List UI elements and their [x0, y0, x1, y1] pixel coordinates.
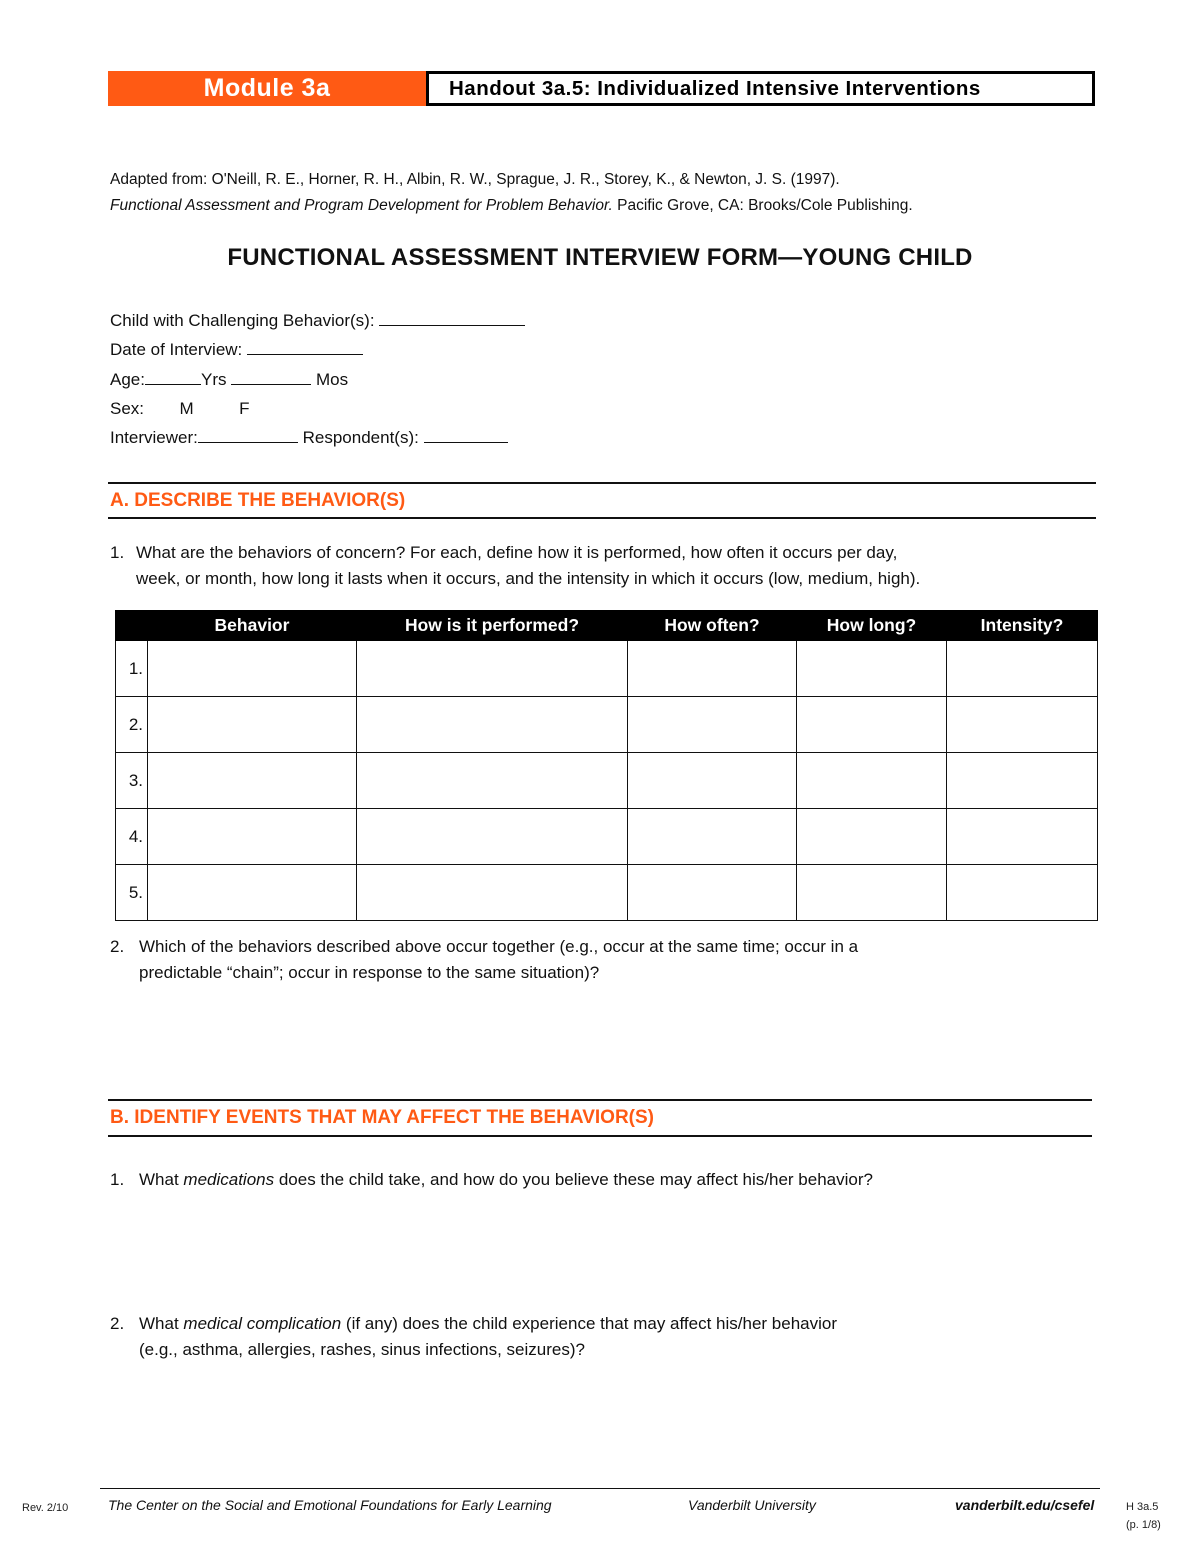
page-reference — [1126, 1498, 1161, 1534]
long-cell[interactable] — [797, 865, 947, 921]
section-a-q1-line-1: What are the behaviors of concern? For each, define how it is performed, how often it occurs per day, — [136, 543, 898, 562]
section-a-header — [108, 482, 1096, 519]
interviewer-label: Interviewer: — [110, 428, 198, 447]
section-a-q1 — [136, 540, 920, 592]
header-intensity: Intensity? — [947, 611, 1098, 641]
long-cell[interactable] — [797, 641, 947, 697]
footer-university: Vanderbilt University — [688, 1497, 816, 1513]
section-b-title: B. IDENTIFY EVENTS THAT MAY AFFECT THE BEHAVIOR(S) — [110, 1107, 654, 1128]
section-a-q2-number: 2. — [110, 937, 125, 956]
performed-cell[interactable] — [357, 641, 628, 697]
often-cell[interactable] — [628, 809, 797, 865]
section-a-q2 — [139, 934, 858, 986]
revision-label: Rev. 2/10 — [22, 1502, 69, 1514]
sex-field-row — [110, 394, 250, 423]
table-row — [116, 697, 1098, 753]
section-b-q2-number: 2. — [110, 1314, 125, 1333]
date-field-row — [110, 335, 363, 364]
form-title: FUNCTIONAL ASSESSMENT INTERVIEW FORM—YOUNG CHILD — [227, 244, 973, 271]
section-b-q1-pre: What — [139, 1170, 184, 1189]
sex-label: Sex: — [110, 399, 145, 418]
behavior-table-header — [116, 611, 1098, 641]
often-cell[interactable] — [628, 865, 797, 921]
behavior-cell[interactable] — [148, 809, 357, 865]
intensity-cell[interactable] — [947, 809, 1098, 865]
header-how-long: How long? — [797, 611, 947, 641]
citation-book-title: Functional Assessment and Program Development for Problem Behavior. — [110, 197, 613, 214]
section-a-q2-line-2: predictable “chain”; occur in response to the same situation)? — [139, 963, 600, 982]
age-months-input[interactable] — [231, 368, 311, 385]
performed-cell[interactable] — [357, 753, 628, 809]
intensity-cell[interactable] — [947, 641, 1098, 697]
long-cell[interactable] — [797, 809, 947, 865]
row-number: 2. — [116, 697, 148, 753]
long-cell[interactable] — [797, 753, 947, 809]
row-number: 3. — [116, 753, 148, 809]
header-how-often: How often? — [628, 611, 797, 641]
age-years-input[interactable] — [145, 368, 201, 385]
respondents-input[interactable] — [424, 426, 508, 443]
header-number — [116, 611, 148, 641]
table-row — [116, 753, 1098, 809]
footer-divider — [100, 1488, 1100, 1489]
handout-title: Handout 3a.5: Individualized Intensive Interventions — [426, 71, 1095, 106]
section-b-q1-emphasis: medications — [183, 1170, 275, 1189]
citation-publisher: Pacific Grove, CA: Brooks/Cole Publishing. — [612, 197, 913, 214]
years-label: Yrs — [200, 370, 227, 389]
intensity-cell[interactable] — [947, 697, 1098, 753]
section-b-q2 — [139, 1311, 837, 1363]
page-number: (p. 1/8) — [1126, 1519, 1161, 1531]
section-b-q1-number: 1. — [110, 1170, 125, 1189]
row-number: 5. — [116, 865, 148, 921]
section-b-q2-post: (if any) does the child experience that may affect his/her behavior — [341, 1314, 837, 1333]
behavior-cell[interactable] — [148, 697, 357, 753]
footer-url[interactable]: vanderbilt.edu/csefel — [955, 1497, 1095, 1513]
row-number: 1. — [116, 641, 148, 697]
child-label: Child with Challenging Behavior(s): — [110, 311, 375, 330]
section-a-q1-line-2: week, or month, how long it lasts when it occurs, and the intensity in which it occurs (low, medium, high). — [136, 569, 921, 588]
often-cell[interactable] — [628, 641, 797, 697]
section-b-q2-emphasis: medical complication — [183, 1314, 342, 1333]
section-a-title: A. DESCRIBE THE BEHAVIOR(S) — [110, 490, 406, 511]
respondents-label: Respondent(s): — [302, 428, 419, 447]
section-b-q1-post: does the child take, and how do you believe these may affect his/her behavior? — [274, 1170, 873, 1189]
section-b-q2-line-2: (e.g., asthma, allergies, rashes, sinus infections, seizures)? — [139, 1340, 585, 1359]
citation — [110, 167, 913, 219]
long-cell[interactable] — [797, 697, 947, 753]
behavior-cell[interactable] — [148, 865, 357, 921]
table-row — [116, 865, 1098, 921]
child-input[interactable] — [379, 309, 525, 326]
sex-option-m[interactable]: M — [179, 399, 194, 418]
performed-cell[interactable] — [357, 697, 628, 753]
date-label: Date of Interview: — [110, 340, 243, 359]
interviewer-input[interactable] — [198, 426, 298, 443]
citation-line-2 — [110, 193, 913, 219]
intensity-cell[interactable] — [947, 753, 1098, 809]
intensity-cell[interactable] — [947, 865, 1098, 921]
age-field-row — [110, 365, 348, 394]
section-b-q2-pre: What — [139, 1314, 184, 1333]
child-field-row — [110, 306, 525, 335]
footer-center-name: The Center on the Social and Emotional Foundations for Early Learning — [108, 1497, 552, 1513]
header-banner — [108, 71, 1095, 106]
often-cell[interactable] — [628, 753, 797, 809]
row-number: 4. — [116, 809, 148, 865]
interviewer-field-row — [110, 423, 508, 452]
section-b-header — [108, 1099, 1092, 1137]
header-behavior: Behavior — [148, 611, 357, 641]
months-label: Mos — [315, 370, 349, 389]
behavior-cell[interactable] — [148, 753, 357, 809]
section-a-q2-line-1: Which of the behaviors described above occur together (e.g., occur at the same time; occur in a — [139, 937, 859, 956]
page-code: H 3a.5 — [1126, 1501, 1159, 1513]
section-b-q1 — [139, 1167, 873, 1193]
header-how-performed: How is it performed? — [357, 611, 628, 641]
sex-option-f[interactable]: F — [239, 399, 250, 418]
behavior-cell[interactable] — [148, 641, 357, 697]
date-input[interactable] — [247, 338, 363, 355]
behavior-table — [115, 610, 1098, 921]
age-label: Age: — [110, 370, 145, 389]
often-cell[interactable] — [628, 697, 797, 753]
citation-line-1: Adapted from: O'Neill, R. E., Horner, R. H., Albin, R. W., Sprague, J. R., Storey, K., & Newton, J. S. (1997). — [110, 171, 840, 188]
table-row — [116, 641, 1098, 697]
performed-cell[interactable] — [357, 809, 628, 865]
module-label: Module 3a — [108, 71, 426, 106]
table-row — [116, 809, 1098, 865]
performed-cell[interactable] — [357, 865, 628, 921]
section-a-q1-number: 1. — [110, 543, 125, 562]
